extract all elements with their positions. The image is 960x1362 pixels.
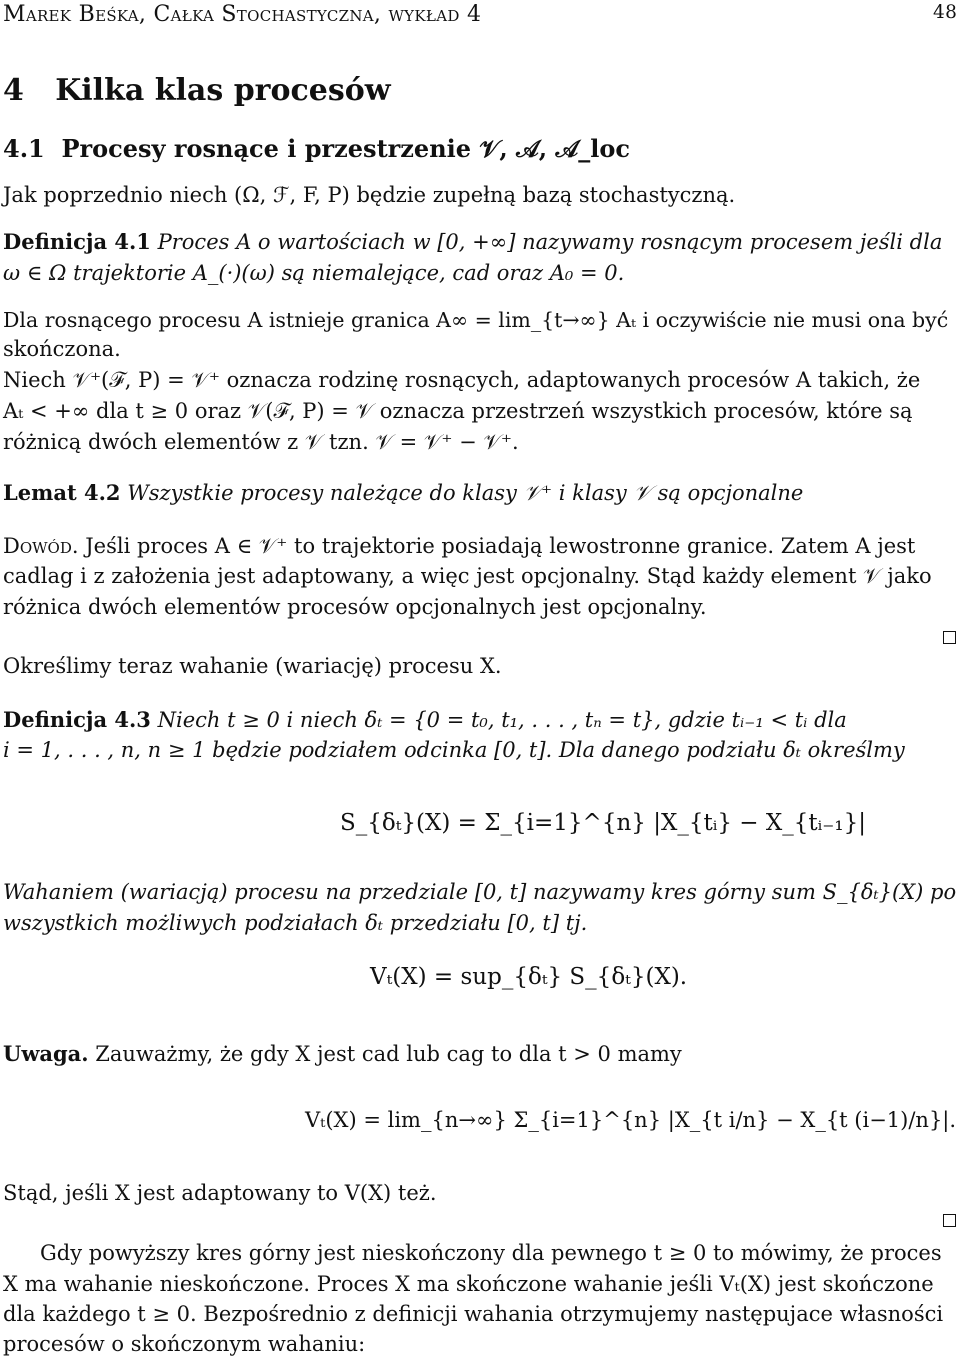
remark-text: Zauważmy, że gdy X jest cad lub cag to dla t > 0 mamy [95, 1042, 682, 1066]
infinite-variation-line-1: Gdy powyższy kres górny jest nieskończony dla pewnego t ≥ 0 to mówimy, że proces [40, 1241, 942, 1265]
infinite-variation-line-2: X ma wahanie nieskończone. Proces X ma skończone wahanie jeśli Vₜ(X) jest skończone [3, 1272, 934, 1296]
lemma-label: Lemat 4.2 [3, 480, 121, 505]
infinite-variation-line-3: dla każdego t ≥ 0. Bezpośrednio z definicji wahania otrzymujemy następujace własności [3, 1302, 944, 1326]
limit-paragraph-line-1: Dla rosnącego procesu A istnieje granica A∞ = lim_{t→∞} Aₜ i oczywiście nie musi ona być [3, 308, 949, 332]
class-v-paragraph-line-2: Aₜ < +∞ dla t ≥ 0 oraz 𝒱(ℱ, P) = 𝒱 oznacza przestrzeń wszystkich procesów, które są [3, 399, 913, 423]
definition-4-1-line-2: ω ∈ Ω trajektorie A_(·)(ω) są niemalejące, cad oraz A₀ = 0. [3, 261, 625, 285]
definition-label: Definicja 4.3 [3, 707, 151, 732]
definition-4-3-line-2: i = 1, . . . , n, n ≥ 1 będzie podziałem odcinka [0, t]. Dla danego podziału δₜ określmy [3, 738, 905, 762]
variation-intro: Określimy teraz wahanie (wariację) procesu X. [3, 654, 502, 678]
proof-line-3: różnica dwóch elementów procesów opcjonalnych jest opcjonalny. [3, 595, 707, 619]
page-number: 48 [933, 2, 958, 23]
equation-variation-sup: Vₜ(X) = sup_{δₜ} S_{δₜ}(X). [370, 964, 688, 990]
definition-text: Niech t ≥ 0 i niech δₜ = {0 = t₀, t₁, . . . , tₙ = t}, gdzie tᵢ₋₁ < tᵢ dla [157, 708, 847, 732]
remark-label: Uwaga. [3, 1041, 89, 1066]
adapted-remark: Stąd, jeśli X jest adaptowany to V(X) też. [3, 1181, 437, 1205]
lemma-text: Wszystkie procesy należące do klasy 𝒱⁺ i klasy 𝒱 są opcjonalne [127, 481, 804, 505]
subsection-title: 4.1 Procesy rosnące i przestrzenie 𝒱, 𝒜, 𝒜_loc [3, 134, 630, 163]
proof-label: Dowód. [3, 534, 79, 558]
section-title: 4 Kilka klas procesów [3, 73, 391, 108]
variation-definition-line-1: Wahaniem (wariacją) procesu na przedziale [0, t] nazywamy kres górny sum S_{δₜ}(X) po [3, 880, 957, 904]
definition-label: Definicja 4.1 [3, 229, 151, 254]
equation-partition-sum: S_{δₜ}(X) = Σ_{i=1}^{n} |X_{tᵢ} − X_{tᵢ₋₁}| [340, 810, 866, 836]
class-v-paragraph-line-3: różnicą dwóch elementów z 𝒱 tzn. 𝒱 = 𝒱⁺ − 𝒱⁺. [3, 430, 519, 454]
qed-square-2 [943, 1214, 956, 1227]
definition-text: Proces A o wartościach w [0, +∞] nazywamy rosnącym procesem jeśli dla [157, 230, 943, 254]
definition-4-1 [3, 231, 942, 253]
proof-text: Jeśli proces A ∈ 𝒱⁺ to trajektorie posiadają lewostronne granice. Zatem A jest [85, 534, 916, 558]
definition-4-3 [3, 709, 847, 731]
remark [3, 1043, 682, 1065]
running-header: Marek Beśka, Całka Stochastyczna, wykład 4 [3, 2, 482, 27]
limit-paragraph-line-2: skończona. [3, 337, 121, 361]
infinite-variation-line-4: procesów o skończonym wahaniu: [3, 1332, 366, 1356]
variation-definition-line-2: wszystkich możliwych podziałach δₜ przedziału [0, t] tj. [3, 911, 588, 935]
lemma-4-2 [3, 482, 803, 504]
proof-line-1 [3, 536, 915, 557]
proof-line-2: cadlag i z założenia jest adaptowany, a więc jest opcjonalny. Stąd każdy element 𝒱 jako [3, 564, 932, 588]
equation-variation-limit: Vₜ(X) = lim_{n→∞} Σ_{i=1}^{n} |X_{t i/n} − X_{t (i−1)/n}|. [305, 1108, 957, 1132]
class-v-paragraph-line-1: Niech 𝒱⁺(ℱ, P) = 𝒱⁺ oznacza rodzinę rosnących, adaptowanych procesów A takich, że [3, 368, 921, 392]
intro-paragraph: Jak poprzednio niech (Ω, ℱ, F, P) będzie zupełną bazą stochastyczną. [3, 183, 736, 207]
qed-square-1 [943, 631, 956, 644]
